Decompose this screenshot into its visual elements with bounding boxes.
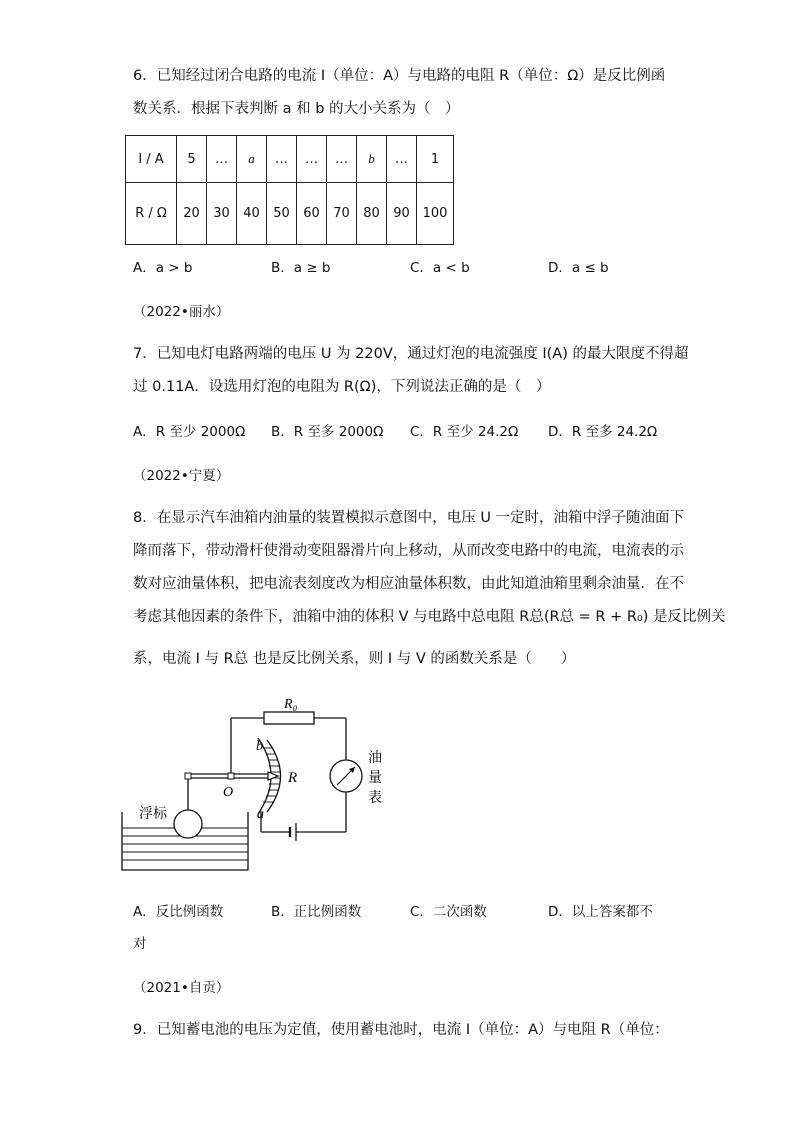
table-cell: 1	[417, 136, 454, 183]
label-meter-1: 油	[368, 750, 382, 766]
q6-option-d[interactable]: D．a ≤ b	[548, 260, 609, 276]
table-cell: 70	[327, 183, 357, 245]
table-cell: 5	[177, 136, 207, 183]
q8-line3: 数对应油量体积，把电流表刻度改为相应油量体积数，由此知道油箱里剩余油量．在不	[133, 576, 684, 592]
q8-option-a[interactable]: A．反比例函数	[133, 904, 224, 920]
label-meter-3: 表	[368, 790, 382, 806]
q6-line2: 数关系．根据下表判断 a 和 b 的大小关系为（ ）	[133, 101, 460, 117]
q8-option-d-cont: 对	[133, 936, 147, 952]
label-meter-2: 量	[368, 770, 382, 786]
q8-line2: 降而落下，带动滑杆使滑动变阻器滑片向上移动，从而改变电路中的电流，电流表的示	[133, 543, 684, 559]
table-cell: 100	[417, 183, 454, 245]
table-cell: …	[327, 136, 357, 183]
q6-option-b[interactable]: B．a ≥ b	[271, 260, 331, 276]
table-cell: …	[387, 136, 417, 183]
q8-line4: 考虑其他因素的条件下，油箱中油的体积 V 与电路中总电阻 R总(R总 = R + R₀) 是反比例关	[133, 609, 726, 625]
q7-line1: 7．已知电灯电路两端的电压 U 为 220V，通过灯泡的电流强度 I(A) 的最大限度不得超	[133, 346, 689, 362]
label-float: 浮标	[139, 806, 167, 822]
table-cell: I / A	[126, 136, 177, 183]
q7-line2: 过 0.11A．设选用灯泡的电阻为 R(Ω)，下列说法正确的是（ ）	[133, 379, 551, 395]
float-icon	[174, 810, 202, 838]
q9-line1: 9．已知蓄电池的电压为定值，使用蓄电池时，电流 I（单位：A）与电阻 R（单位：	[133, 1022, 669, 1038]
source-label: （2021•自贡）	[133, 980, 230, 996]
table-cell: R / Ω	[126, 183, 177, 245]
q8-option-b[interactable]: B．正比例函数	[271, 904, 362, 920]
q7-option-d[interactable]: D．R 至多 24.2Ω	[548, 424, 658, 440]
q7-option-b[interactable]: B．R 至多 2000Ω	[271, 424, 384, 440]
q8-option-d[interactable]: D．以上答案都不	[548, 904, 653, 920]
q6-table	[125, 135, 454, 245]
table-cell: 50	[267, 183, 297, 245]
resistor-r0	[264, 712, 314, 724]
q6-option-c[interactable]: C．a < b	[410, 260, 470, 276]
q7-option-a[interactable]: A．R 至少 2000Ω	[133, 424, 246, 440]
table-cell: 60	[297, 183, 327, 245]
q7-option-c[interactable]: C．R 至少 24.2Ω	[410, 424, 519, 440]
table-cell: …	[297, 136, 327, 183]
table-cell: 40	[237, 183, 267, 245]
table-cell: 80	[357, 183, 387, 245]
q8-option-c[interactable]: C．二次函数	[410, 904, 487, 920]
table-cell: b	[357, 136, 387, 183]
oil-gauge-circuit-diagram	[118, 688, 388, 888]
q6-option-a[interactable]: A．a > b	[133, 260, 193, 276]
label-r: R	[288, 770, 298, 786]
label-r0: R₀	[284, 697, 298, 712]
table-cell: …	[267, 136, 297, 183]
table-row	[126, 183, 454, 245]
pivot-o	[228, 773, 234, 779]
q8-line5: 系，电流 I 与 R总 也是反比例关系，则 I 与 V 的函数关系是（ ）	[133, 651, 576, 667]
table-cell: 30	[207, 183, 237, 245]
label-b: b	[256, 739, 263, 754]
q8-line1: 8．在显示汽车油箱内油量的装置模拟示意图中，电压 U 一定时，油箱中浮子随油面下	[133, 510, 685, 526]
label-o: O	[223, 785, 234, 800]
q6-line1: 6．已知经过闭合电路的电流 I（单位：A）与电路的电阻 R（单位：Ω）是反比例函	[133, 68, 666, 84]
table-cell: 20	[177, 183, 207, 245]
table-row	[126, 136, 454, 183]
table-cell: …	[207, 136, 237, 183]
table-cell: 90	[387, 183, 417, 245]
label-a: a	[257, 807, 264, 822]
source-label: （2022•宁夏）	[133, 468, 230, 484]
table-cell: a	[237, 136, 267, 183]
source-label: （2022•丽水）	[133, 304, 230, 320]
